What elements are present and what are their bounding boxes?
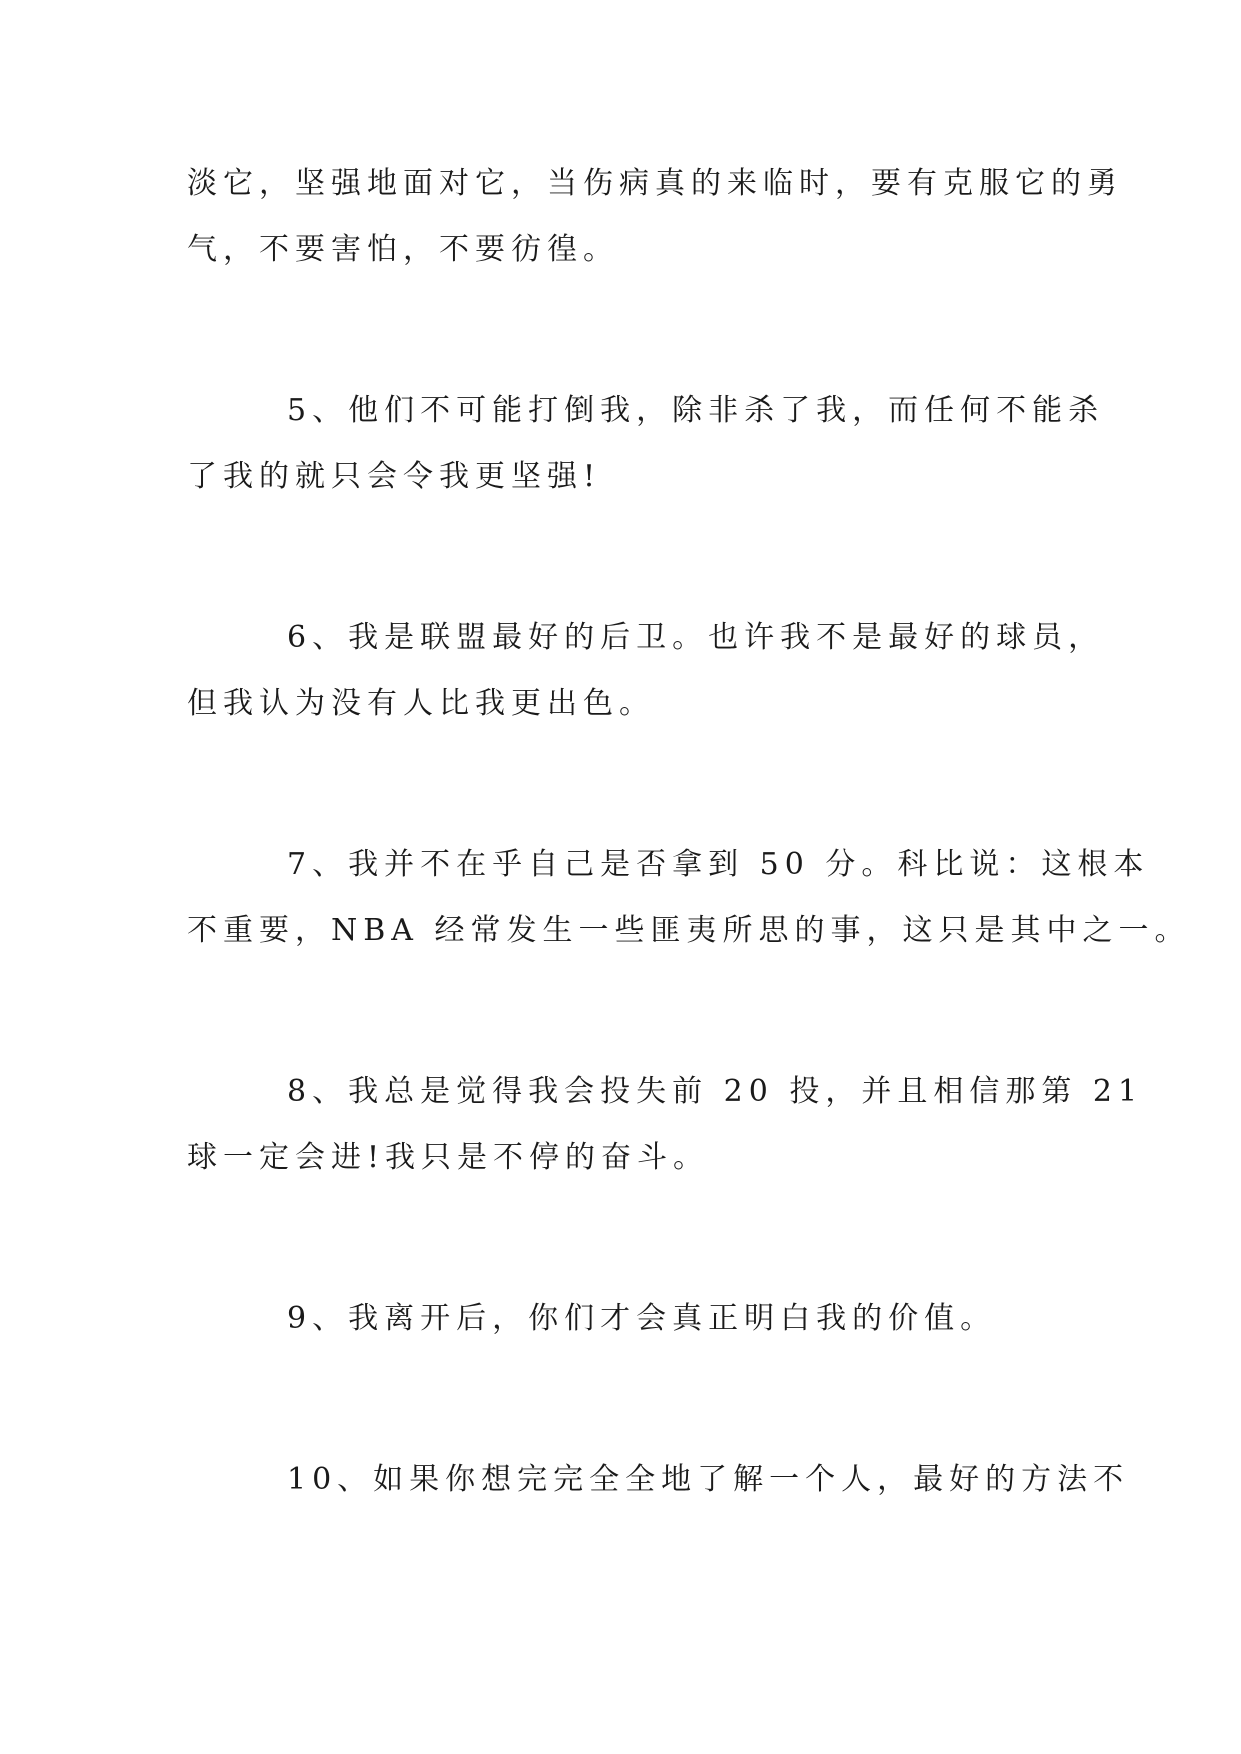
- paragraph-4-line-1: 淡它，坚强地面对它，当伤病真的来临时，要有克服它的勇: [187, 166, 1123, 201]
- paragraph-7-line-1: 7、我并不在乎自己是否拿到 50 分。科比说：这根本: [287, 847, 1150, 882]
- paragraph-9-line-1: 9、我离开后，你们才会真正明白我的价值。: [287, 1301, 997, 1336]
- paragraph-6-line-2: 但我认为没有人比我更出色。: [187, 686, 655, 721]
- paragraph-7-line-2: 不重要，NBA 经常发生一些匪夷所思的事，这只是其中之一。: [187, 913, 1191, 948]
- paragraph-10-line-1: 10、如果你想完完全全地了解一个人，最好的方法不: [287, 1462, 1130, 1497]
- paragraph-5-line-1: 5、他们不可能打倒我，除非杀了我，而任何不能杀: [287, 393, 1105, 428]
- paragraph-5-line-2: 了我的就只会令我更坚强!: [187, 459, 602, 494]
- paragraph-6-line-1: 6、我是联盟最好的后卫。也许我不是最好的球员，: [287, 620, 1105, 655]
- paragraph-8-line-1: 8、我总是觉得我会投失前 20 投，并且相信那第 21: [287, 1074, 1144, 1109]
- paragraph-4-line-2: 气，不要害怕，不要彷徨。: [187, 232, 619, 267]
- paragraph-8-line-2: 球一定会进!我只是不停的奋斗。: [187, 1140, 710, 1175]
